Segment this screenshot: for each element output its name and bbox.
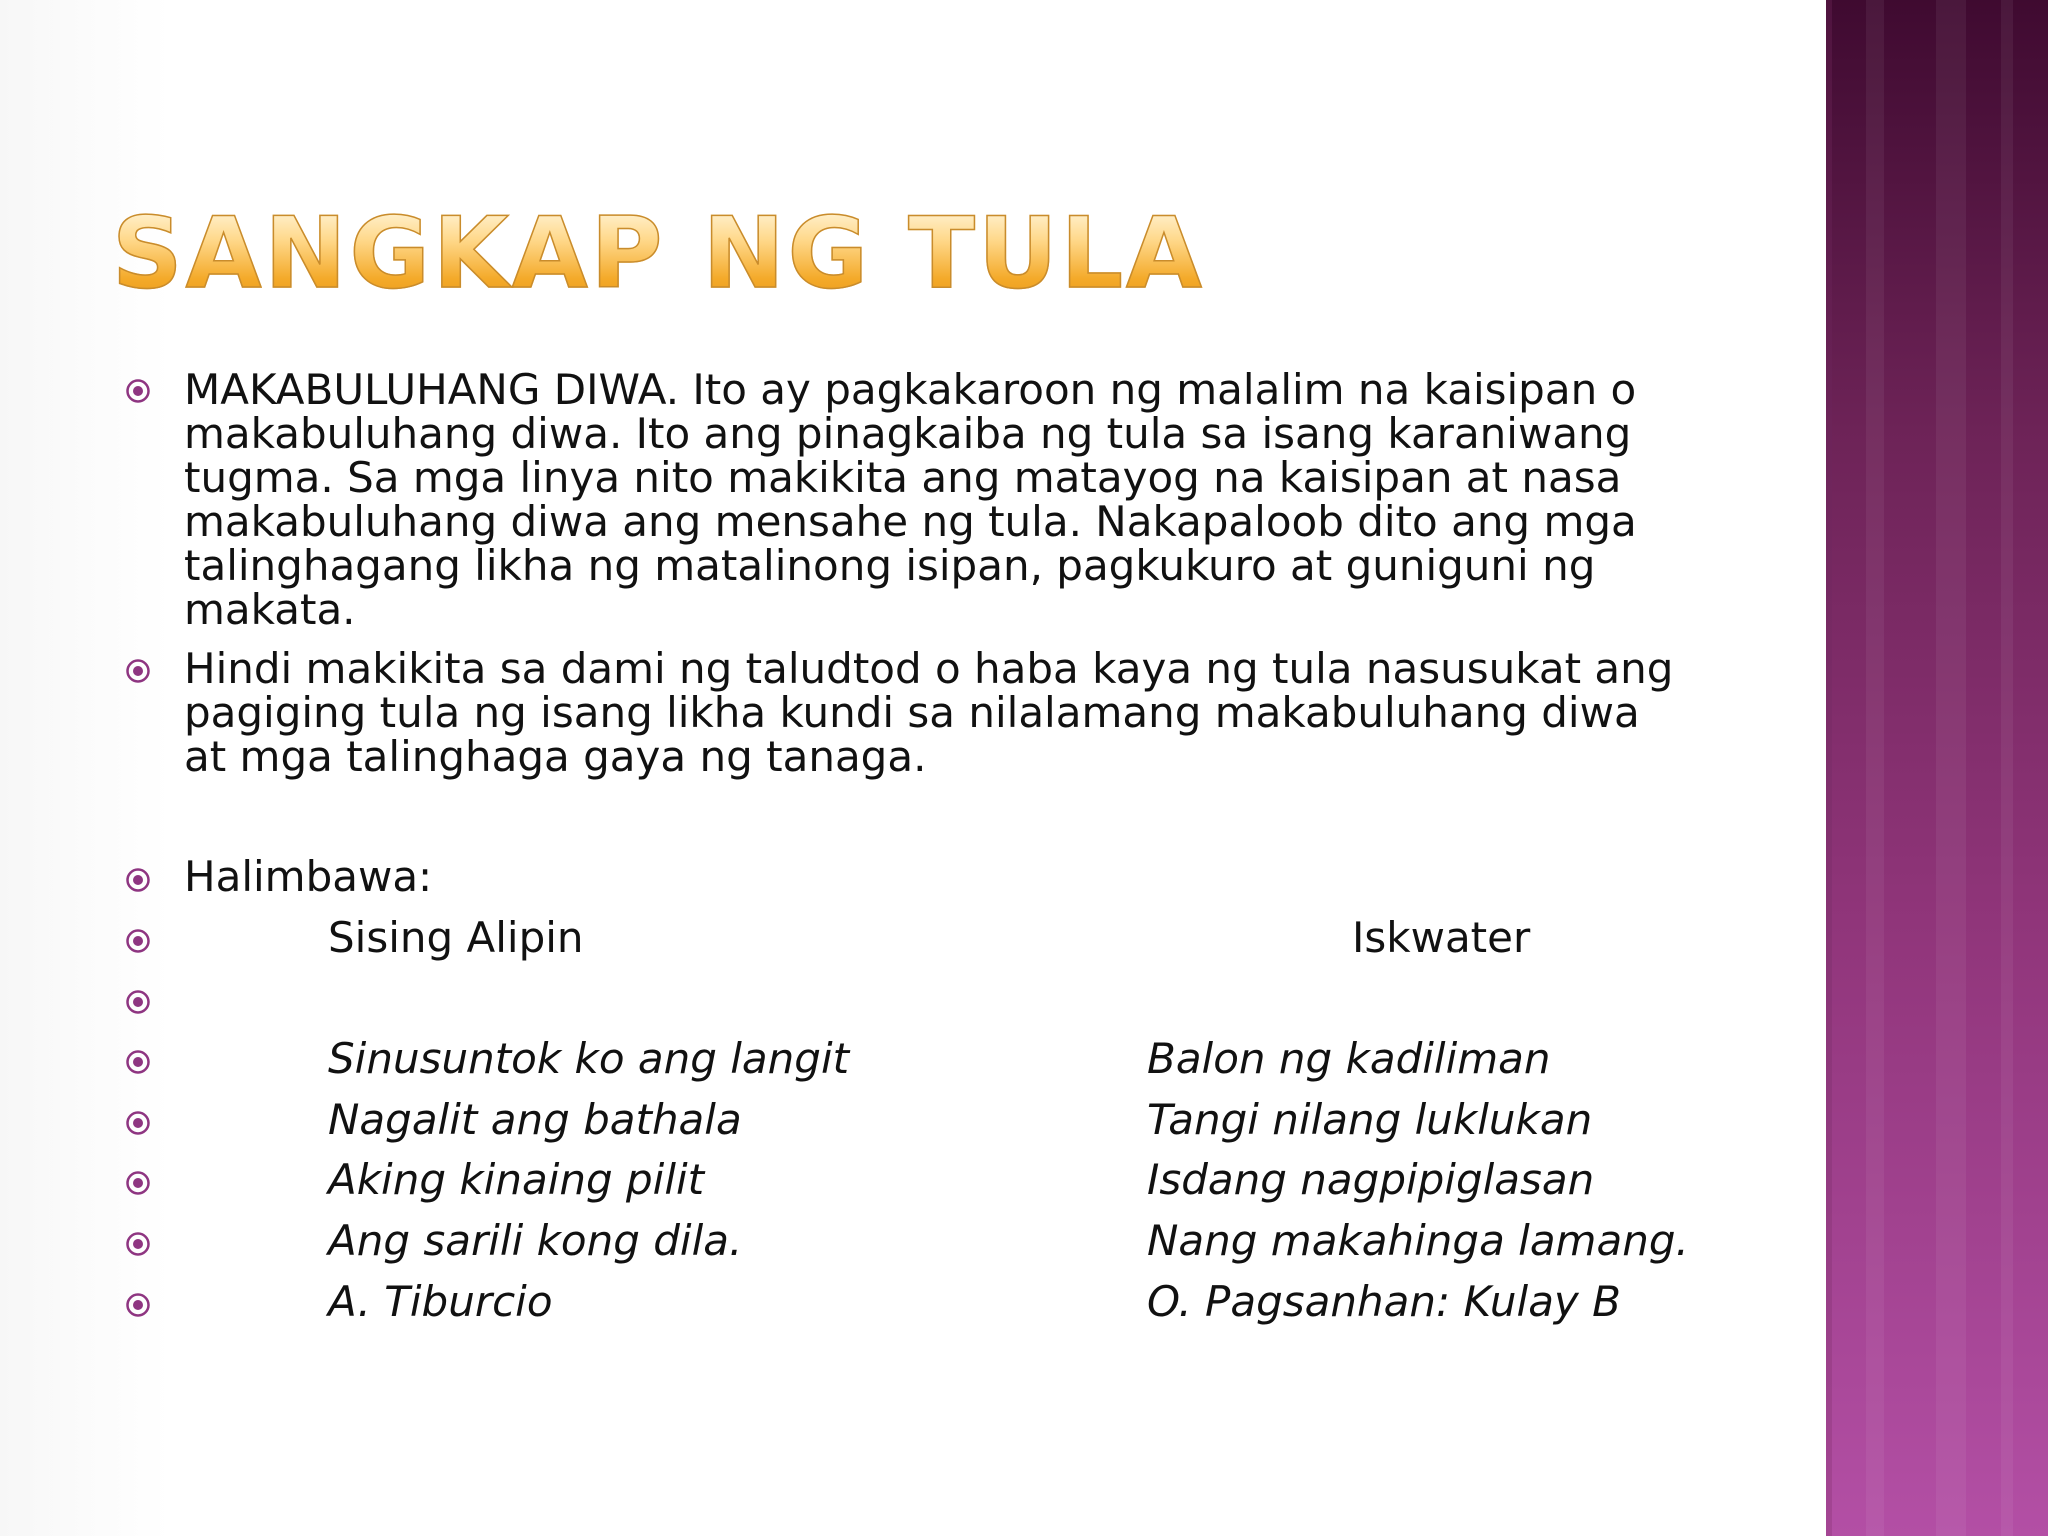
bullet-icon xyxy=(125,928,151,954)
poem-line-right: Isdang nagpipiglasan xyxy=(1147,1155,1595,1204)
poem-line-left: Aking kinaing pilit xyxy=(328,1155,705,1204)
poem-author-right: O. Pagsanhan: Kulay B xyxy=(1147,1277,1621,1326)
poem-line-right: Balon ng kadiliman xyxy=(1147,1034,1551,1083)
decorative-side-band xyxy=(1826,0,2048,1536)
bullet-icon xyxy=(125,378,151,404)
bullet-icon xyxy=(125,1170,151,1196)
bullet-icon xyxy=(125,1231,151,1257)
poem-author-left: A. Tiburcio xyxy=(328,1277,553,1326)
poem-title-right: Iskwater xyxy=(1352,913,1531,962)
poem-line-right: Nang makahinga lamang. xyxy=(1147,1216,1689,1265)
bullet-icon xyxy=(125,658,151,684)
poem-line-left: Ang sarili kong dila. xyxy=(328,1216,743,1265)
bullet-icon xyxy=(125,867,151,893)
paragraph-makabuluhang-diwa: MAKABULUHANG DIWA. Ito ay pagkakaroon ng malalim na kaisipan o makabuluhang diwa. Ito ang pinagkaiba ng tula sa isang karaniwang tugma. Sa mga linya nito makikita ang matayog na kaisipan at nasa makabuluhang diwa ang mensahe ng tula. Nakapaloob dito ang mga talinghagang likha ng matalinong isipan, pagkukuro at guniguni ng makata. xyxy=(184,365,1637,634)
poem-title-left: Sising Alipin xyxy=(328,913,584,962)
bullet-icon xyxy=(125,1110,151,1136)
example-label: Halimbawa: xyxy=(184,852,433,901)
poem-line-left: Nagalit ang bathala xyxy=(328,1095,742,1144)
bullet-icon xyxy=(125,989,151,1015)
paragraph-taludtod: Hindi makikita sa dami ng taludtod o haba kaya ng tula nasusukat ang pagiging tula ng isang likha kundi sa nilalamang makabuluhang diwa at mga talinghaga gaya ng tanaga. xyxy=(184,644,1674,781)
poem-line-left: Sinusuntok ko ang langit xyxy=(328,1034,850,1083)
bullet-icon xyxy=(125,1292,151,1318)
slide-title: SANGKAP NG TULA xyxy=(112,197,1205,311)
bullet-icon xyxy=(125,1049,151,1075)
poem-line-right: Tangi nilang luklukan xyxy=(1147,1095,1593,1144)
